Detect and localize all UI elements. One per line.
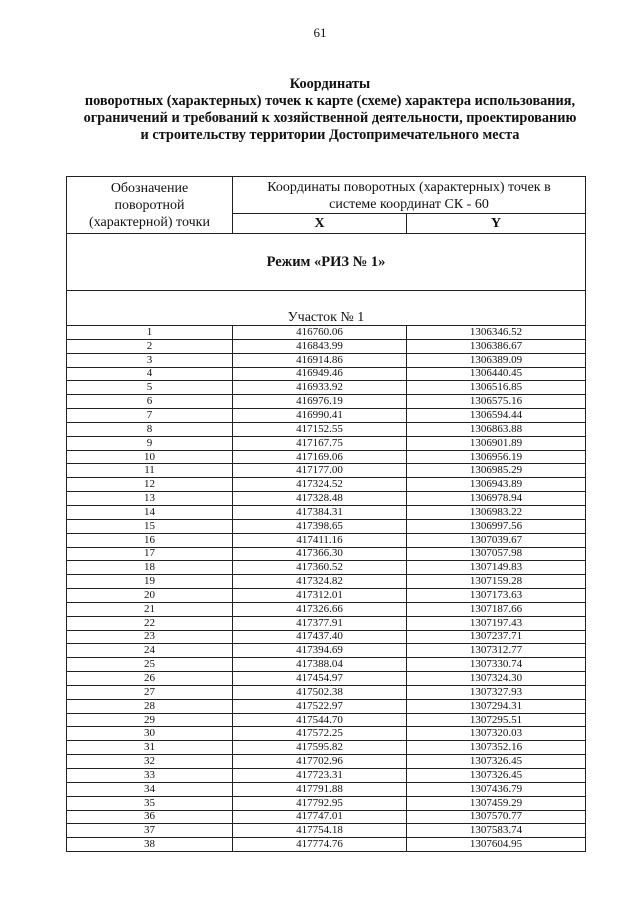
table-row: [67, 658, 586, 672]
point-number-cell: 26: [67, 672, 233, 686]
point-number-cell: 12: [67, 478, 233, 492]
y-coordinate-cell: 1307149.83: [407, 561, 586, 575]
y-coordinate-cell: 1307173.63: [407, 589, 586, 603]
point-number-cell: 25: [67, 658, 233, 672]
point-number-cell: 30: [67, 727, 233, 741]
point-number-cell: 15: [67, 519, 233, 533]
table-row: [67, 436, 586, 450]
y-coordinate-cell: 1307570.77: [407, 810, 586, 824]
x-coordinate-cell: 417312.01: [233, 589, 407, 603]
y-coordinate-cell: 1306594.44: [407, 409, 586, 423]
table-row: [67, 533, 586, 547]
point-number-cell: 24: [67, 644, 233, 658]
x-column-header: X: [233, 214, 407, 234]
point-number-cell: 5: [67, 381, 233, 395]
x-coordinate-cell: 417324.82: [233, 575, 407, 589]
point-number-cell: 19: [67, 575, 233, 589]
y-coordinate-cell: 1307295.51: [407, 713, 586, 727]
y-coordinate-cell: 1307459.29: [407, 796, 586, 810]
x-coordinate-cell: 417177.00: [233, 464, 407, 478]
y-coordinate-cell: 1306346.52: [407, 326, 586, 340]
table-row: [67, 824, 586, 838]
x-coordinate-cell: 417572.25: [233, 727, 407, 741]
x-coordinate-cell: 417152.55: [233, 422, 407, 436]
y-coordinate-cell: 1306985.29: [407, 464, 586, 478]
y-coordinate-cell: 1307237.71: [407, 630, 586, 644]
y-coordinate-cell: 1306983.22: [407, 505, 586, 519]
x-coordinate-cell: 417328.48: [233, 492, 407, 506]
table-row: [67, 589, 586, 603]
table-row: [67, 810, 586, 824]
point-number-cell: 27: [67, 685, 233, 699]
x-coordinate-cell: 417384.31: [233, 505, 407, 519]
x-coordinate-cell: 417791.88: [233, 782, 407, 796]
point-number-cell: 7: [67, 409, 233, 423]
x-coordinate-cell: 417169.06: [233, 450, 407, 464]
x-coordinate-cell: 417366.30: [233, 547, 407, 561]
point-number-cell: 16: [67, 533, 233, 547]
y-coordinate-cell: 1307330.74: [407, 658, 586, 672]
table-row: [67, 782, 586, 796]
x-coordinate-cell: 417522.97: [233, 699, 407, 713]
header-line: Обозначение: [110, 181, 189, 196]
y-coordinate-cell: 1307352.16: [407, 741, 586, 755]
y-column-header: Y: [407, 214, 586, 234]
table-row: [67, 630, 586, 644]
x-coordinate-cell: 416760.06: [233, 326, 407, 340]
table-row: [67, 339, 586, 353]
table-row: [67, 741, 586, 755]
y-coordinate-cell: 1307436.79: [407, 782, 586, 796]
table-row: [67, 699, 586, 713]
x-coordinate-cell: 417747.01: [233, 810, 407, 824]
table-row: [67, 602, 586, 616]
header-line: системе координат СК - 60: [329, 197, 489, 212]
y-coordinate-cell: 1307320.03: [407, 727, 586, 741]
y-coordinate-cell: 1307039.67: [407, 533, 586, 547]
table-row: [67, 616, 586, 630]
y-coordinate-cell: 1307187.66: [407, 602, 586, 616]
table-row: [67, 769, 586, 783]
x-coordinate-cell: 417398.65: [233, 519, 407, 533]
point-designation-header: [67, 177, 233, 234]
x-coordinate-cell: 417774.76: [233, 838, 407, 852]
y-coordinate-cell: 1306389.09: [407, 353, 586, 367]
point-number-cell: 4: [67, 367, 233, 381]
table-row: [67, 519, 586, 533]
point-number-cell: 29: [67, 713, 233, 727]
point-number-cell: 21: [67, 602, 233, 616]
table-row: [67, 381, 586, 395]
table-row: [67, 326, 586, 340]
table-row: [67, 492, 586, 506]
point-number-cell: 36: [67, 810, 233, 824]
x-coordinate-cell: 417544.70: [233, 713, 407, 727]
point-number-cell: 28: [67, 699, 233, 713]
y-coordinate-cell: 1307294.31: [407, 699, 586, 713]
table-row: [67, 644, 586, 658]
x-coordinate-cell: 417360.52: [233, 561, 407, 575]
table-row: [67, 395, 586, 409]
table-row: [67, 561, 586, 575]
table-row: [67, 685, 586, 699]
x-coordinate-cell: 416976.19: [233, 395, 407, 409]
point-number-cell: 8: [67, 422, 233, 436]
point-number-cell: 37: [67, 824, 233, 838]
x-coordinate-cell: 417377.91: [233, 616, 407, 630]
y-coordinate-cell: 1307324.30: [407, 672, 586, 686]
x-coordinate-cell: 417394.69: [233, 644, 407, 658]
point-number-cell: 34: [67, 782, 233, 796]
point-number-cell: 14: [67, 505, 233, 519]
y-coordinate-cell: 1307583.74: [407, 824, 586, 838]
y-coordinate-cell: 1306997.56: [407, 519, 586, 533]
table-row: [67, 478, 586, 492]
x-coordinate-cell: 416843.99: [233, 339, 407, 353]
point-number-cell: 3: [67, 353, 233, 367]
y-coordinate-cell: 1306956.19: [407, 450, 586, 464]
x-coordinate-cell: 416914.86: [233, 353, 407, 367]
table-row: [67, 353, 586, 367]
point-number-cell: 18: [67, 561, 233, 575]
x-coordinate-cell: 417454.97: [233, 672, 407, 686]
regime-heading: Режим «РИЗ № 1»: [67, 234, 586, 291]
y-coordinate-cell: 1306943.89: [407, 478, 586, 492]
point-number-cell: 6: [67, 395, 233, 409]
parcel-heading: Участок № 1: [67, 291, 586, 326]
y-coordinate-cell: 1307197.43: [407, 616, 586, 630]
table-row: [67, 409, 586, 423]
table-row: [67, 838, 586, 852]
x-coordinate-cell: 417411.16: [233, 533, 407, 547]
x-coordinate-cell: 416990.41: [233, 409, 407, 423]
coordinates-table: [66, 176, 586, 852]
y-coordinate-cell: 1306386.67: [407, 339, 586, 353]
point-number-cell: 32: [67, 755, 233, 769]
point-number-cell: 1: [67, 326, 233, 340]
title-line: Координаты: [289, 76, 371, 92]
point-number-cell: 17: [67, 547, 233, 561]
y-coordinate-cell: 1306575.16: [407, 395, 586, 409]
point-number-cell: 23: [67, 630, 233, 644]
table-row: [67, 450, 586, 464]
x-coordinate-cell: 417326.66: [233, 602, 407, 616]
x-coordinate-cell: 417754.18: [233, 824, 407, 838]
x-coordinate-cell: 417437.40: [233, 630, 407, 644]
y-coordinate-cell: 1307326.45: [407, 755, 586, 769]
point-number-cell: 38: [67, 838, 233, 852]
x-coordinate-cell: 417502.38: [233, 685, 407, 699]
y-coordinate-cell: 1307057.98: [407, 547, 586, 561]
header-line: (характерной) точки: [89, 215, 210, 230]
point-number-cell: 2: [67, 339, 233, 353]
y-coordinate-cell: 1306440.45: [407, 367, 586, 381]
table-row: [67, 547, 586, 561]
x-coordinate-cell: 417324.52: [233, 478, 407, 492]
table-row: [67, 672, 586, 686]
title-line: ограничений и требований к хозяйственной деятельности, проектированию: [83, 110, 577, 126]
x-coordinate-cell: 416933.92: [233, 381, 407, 395]
point-number-cell: 13: [67, 492, 233, 506]
x-coordinate-cell: 417595.82: [233, 741, 407, 755]
x-coordinate-cell: 416949.46: [233, 367, 407, 381]
y-coordinate-cell: 1307312.77: [407, 644, 586, 658]
point-number-cell: 31: [67, 741, 233, 755]
document-title: [60, 76, 600, 144]
point-number-cell: 35: [67, 796, 233, 810]
header-line: Координаты поворотных (характерных) точек в: [267, 180, 551, 195]
x-coordinate-cell: 417792.95: [233, 796, 407, 810]
y-coordinate-cell: 1307327.93: [407, 685, 586, 699]
point-number-cell: 11: [67, 464, 233, 478]
header-line: поворотной: [114, 198, 185, 213]
x-coordinate-cell: 417388.04: [233, 658, 407, 672]
table-row: [67, 422, 586, 436]
x-coordinate-cell: 417167.75: [233, 436, 407, 450]
table-row: [67, 755, 586, 769]
table-row: [67, 505, 586, 519]
table-row: [67, 367, 586, 381]
y-coordinate-cell: 1307326.45: [407, 769, 586, 783]
y-coordinate-cell: 1306516.85: [407, 381, 586, 395]
table-row: [67, 727, 586, 741]
y-coordinate-cell: 1306901.89: [407, 436, 586, 450]
table-row: [67, 796, 586, 810]
y-coordinate-cell: 1307604.95: [407, 838, 586, 852]
point-number-cell: 22: [67, 616, 233, 630]
point-number-cell: 10: [67, 450, 233, 464]
x-coordinate-cell: 417723.31: [233, 769, 407, 783]
y-coordinate-cell: 1307159.28: [407, 575, 586, 589]
point-number-cell: 9: [67, 436, 233, 450]
title-line: и строительству территории Достопримечательного места: [140, 127, 520, 143]
coordinates-header: [233, 177, 586, 214]
point-number-cell: 33: [67, 769, 233, 783]
table-row: [67, 575, 586, 589]
page-number: 61: [313, 25, 327, 40]
point-number-cell: 20: [67, 589, 233, 603]
y-coordinate-cell: 1306863.88: [407, 422, 586, 436]
x-coordinate-cell: 417702.96: [233, 755, 407, 769]
table-row: [67, 713, 586, 727]
table-row: [67, 464, 586, 478]
title-line: поворотных (характерных) точек к карте (схеме) характера использования,: [84, 93, 576, 109]
y-coordinate-cell: 1306978.94: [407, 492, 586, 506]
